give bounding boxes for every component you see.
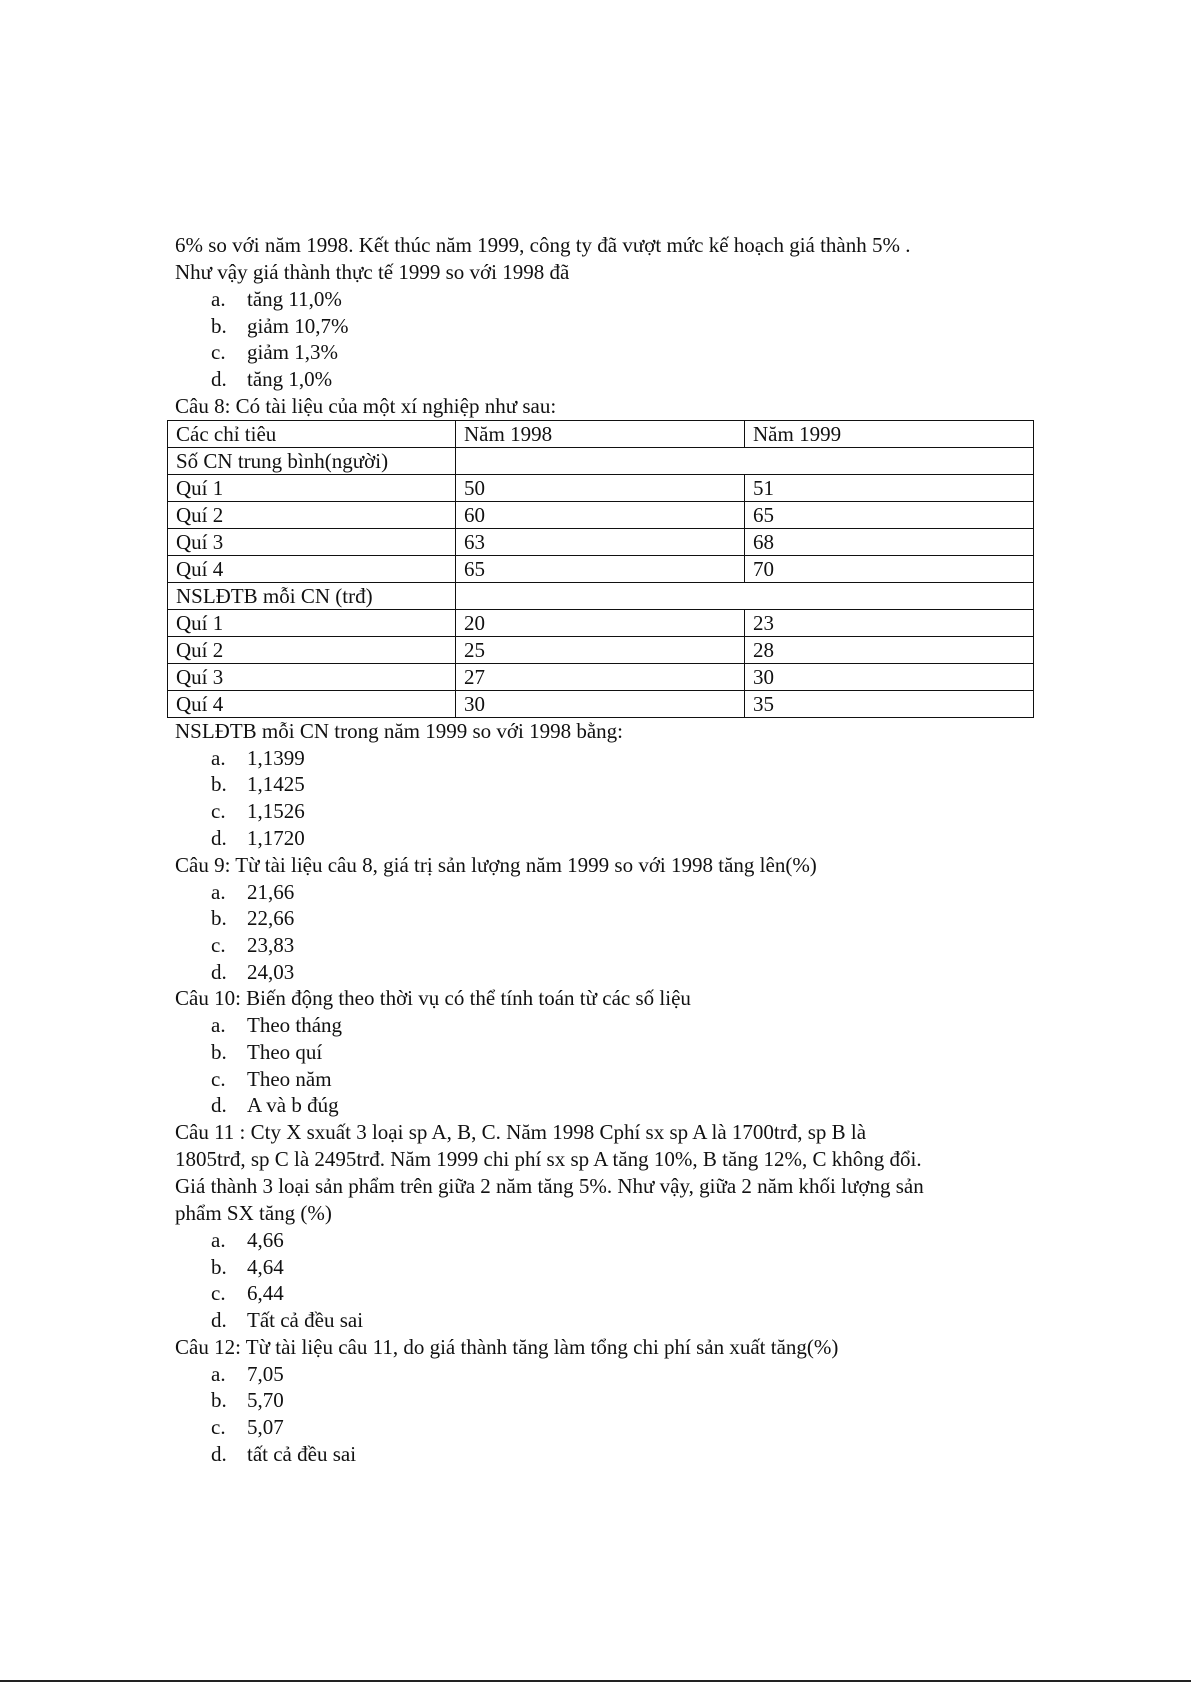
option-d: d. tất cả đều sai [211, 1441, 357, 1466]
question-11-options [175, 1227, 1035, 1334]
option-b: b. 4,64 [211, 1254, 284, 1279]
option-c: c. 23,83 [211, 932, 295, 957]
table-cell: 51 [745, 474, 1034, 501]
table-cell: Quí 3 [168, 528, 456, 555]
table-cell: 30 [456, 690, 745, 717]
table-cell: Quí 4 [168, 690, 456, 717]
option-c: c. 5,07 [211, 1415, 284, 1440]
question-10-options [175, 1012, 1035, 1119]
table-row [168, 528, 1034, 555]
option-b: b. 22,66 [211, 906, 295, 931]
question-11-line-1: Câu 11 : Cty X sxuất 3 loại sp A, B, C. Năm 1998 Cphí sx sp A là 1700trđ, sp B là [175, 1120, 867, 1144]
table-cell: 65 [745, 501, 1034, 528]
table-cell: 50 [456, 474, 745, 501]
option-b: b. 1,1425 [211, 772, 305, 797]
table-cell: 35 [745, 690, 1034, 717]
table-cell: 23 [745, 609, 1034, 636]
question-8-follow: NSLĐTB mỗi CN trong năm 1999 so với 1998 bằng: [175, 718, 624, 743]
table-cell [456, 582, 1034, 609]
data-table [167, 420, 1034, 718]
question-12-stem: Câu 12: Từ tài liệu câu 11, do giá thành tăng làm tổng chi phí sản xuất tăng(%) [175, 1334, 839, 1359]
table-cell: Quí 4 [168, 555, 456, 582]
page-bottom-rule [0, 1680, 1191, 1682]
table-header-row [168, 420, 1034, 447]
option-c: c. Theo năm [211, 1066, 332, 1091]
table-cell [456, 447, 1034, 474]
option-b: b. giảm 10,7% [211, 313, 349, 338]
question-11-line-3: Giá thành 3 loại sản phẩm trên giữa 2 năm tăng 5%. Như vậy, giữa 2 năm khối lượng sản [175, 1174, 924, 1198]
question-8-options [175, 745, 1035, 852]
table-row [168, 555, 1034, 582]
table-cell: Quí 2 [168, 636, 456, 663]
question-11-line-2: 1805trđ, sp C là 2495trđ. Năm 1999 chi phí sx sp A tăng 10%, B tăng 12%, C không đổi. [175, 1147, 922, 1171]
table-cell: 27 [456, 663, 745, 690]
intro-line-2: Như vậy giá thành thực tế 1999 so với 1998 đã [175, 260, 570, 284]
table-cell: 20 [456, 609, 745, 636]
option-b: b. 5,70 [211, 1388, 284, 1413]
question-9-stem: Câu 9: Từ tài liệu câu 8, giá trị sản lượng năm 1999 so với 1998 tăng lên(%) [175, 852, 817, 877]
option-a: a. 21,66 [211, 879, 295, 904]
table-cell: NSLĐTB mỗi CN (trđ) [168, 582, 456, 609]
table-cell: 30 [745, 663, 1034, 690]
table-cell: 60 [456, 501, 745, 528]
option-a: a. tăng 11,0% [211, 287, 342, 311]
table-row [168, 636, 1034, 663]
header-cell: Năm 1998 [456, 420, 745, 447]
option-d: d. 24,03 [211, 959, 295, 984]
table-row [168, 447, 1034, 474]
option-a: a. Theo tháng [211, 1013, 343, 1038]
header-cell: Các chỉ tiêu [168, 420, 456, 447]
table-cell: 63 [456, 528, 745, 555]
table-cell: Quí 2 [168, 501, 456, 528]
table-row [168, 690, 1034, 717]
table-row [168, 582, 1034, 609]
table-cell: 68 [745, 528, 1034, 555]
option-d: d. 1,1720 [211, 825, 305, 850]
table-cell: Quí 1 [168, 609, 456, 636]
option-d: d. tăng 1,0% [211, 367, 333, 392]
table-cell: 25 [456, 636, 745, 663]
table-cell: Số CN trung bình(người) [168, 447, 456, 474]
option-a: a. 4,66 [211, 1228, 284, 1252]
option-c: c. 1,1526 [211, 799, 305, 824]
option-d: d. A và b đúg [211, 1093, 339, 1118]
header-cell: Năm 1999 [745, 420, 1034, 447]
table-row [168, 474, 1034, 501]
table-row [168, 663, 1034, 690]
exam-page [175, 232, 1035, 1468]
question-12-options [175, 1361, 1035, 1468]
option-c: c. giảm 1,3% [211, 340, 338, 365]
table-cell: 70 [745, 555, 1034, 582]
table-cell: Quí 1 [168, 474, 456, 501]
table-cell: 28 [745, 636, 1034, 663]
question-9-options [175, 879, 1035, 986]
intro-line-1: 6% so với năm 1998. Kết thúc năm 1999, công ty đã vượt mức kế hoạch giá thành 5% . [175, 233, 911, 257]
option-d: d. Tất cả đều sai [211, 1308, 364, 1333]
question-10-stem: Câu 10: Biến động theo thời vụ có thể tính toán từ các số liệu [175, 986, 691, 1011]
option-b: b. Theo quí [211, 1039, 323, 1064]
table-row [168, 609, 1034, 636]
question-8-stem: Câu 8: Có tài liệu của một xí nghiệp như sau: [175, 393, 557, 418]
option-a: a. 1,1399 [211, 745, 305, 770]
intro-options [175, 286, 1035, 393]
option-a: a. 7,05 [211, 1361, 284, 1386]
table-row [168, 501, 1034, 528]
question-11-line-4: phẩm SX tăng (%) [175, 1201, 332, 1225]
table-cell: Quí 3 [168, 663, 456, 690]
option-c: c. 6,44 [211, 1281, 284, 1306]
table-cell: 65 [456, 555, 745, 582]
